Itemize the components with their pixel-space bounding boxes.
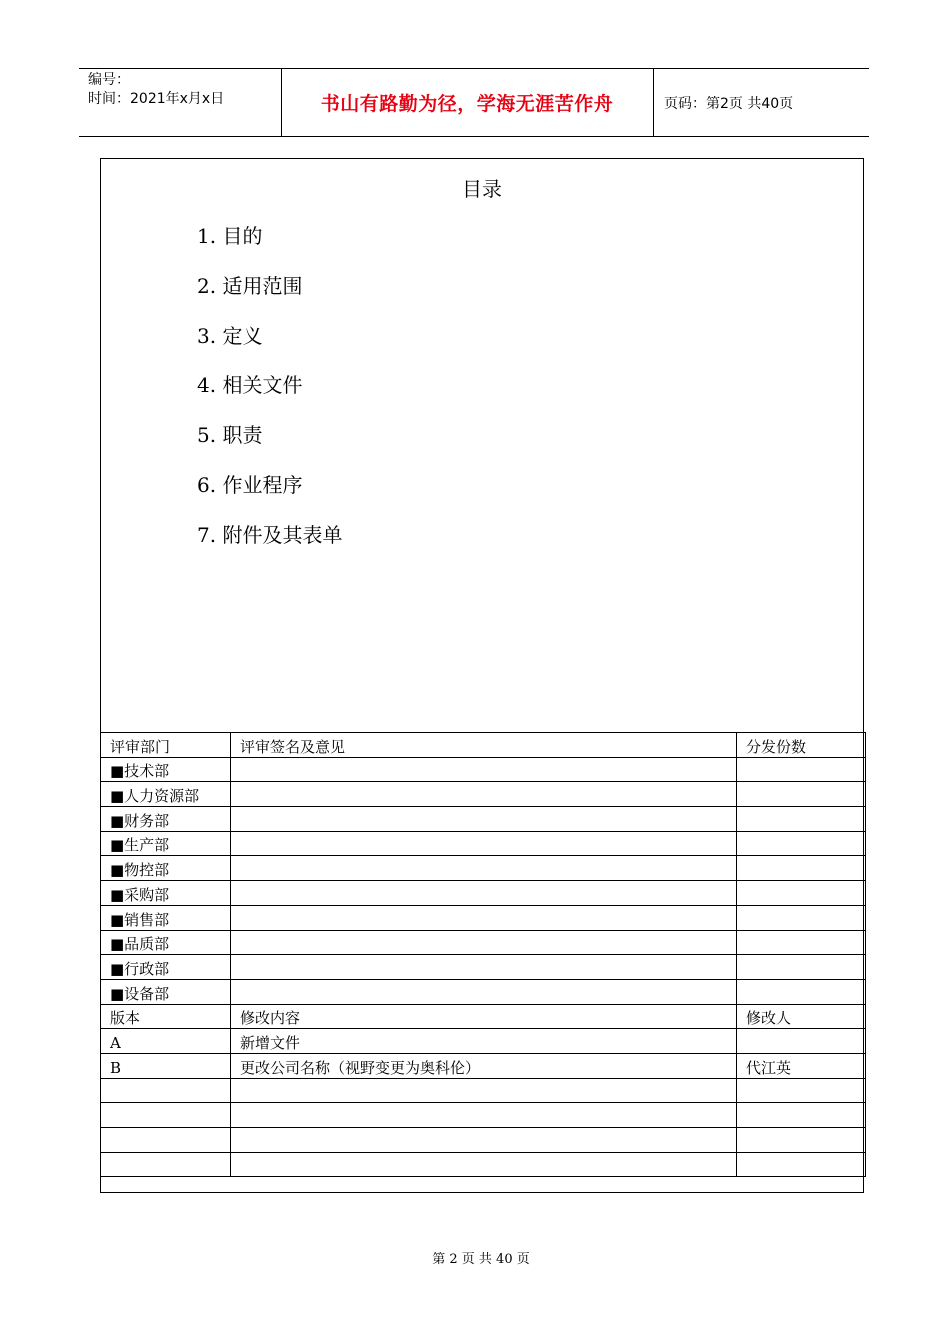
revision-row	[101, 1103, 866, 1128]
table-cell: ■技术部	[101, 757, 231, 782]
header-meta	[88, 71, 224, 109]
header-motto: 书山有路勤为径，学海无涯苦作舟	[320, 93, 614, 115]
review-row	[101, 930, 866, 955]
toc-item: 5. 职责	[197, 423, 263, 448]
review-row	[101, 757, 866, 782]
review-row	[101, 881, 866, 906]
table-cell	[737, 807, 866, 832]
toc-item: 7. 附件及其表单	[197, 522, 343, 547]
table-cell	[231, 1128, 737, 1153]
table-cell	[101, 1152, 231, 1177]
table-cell: 代江英	[737, 1053, 866, 1078]
revision-row	[101, 1152, 866, 1177]
table-cell: 版本	[101, 1004, 231, 1029]
table-cell: ■财务部	[101, 807, 231, 832]
table-cell: ■设备部	[101, 979, 231, 1004]
table-cell: B	[101, 1053, 231, 1078]
toc-item: 3. 定义	[197, 323, 263, 348]
review-row	[101, 831, 866, 856]
table-cell: ■品质部	[101, 930, 231, 955]
review-row	[101, 905, 866, 930]
header-divider	[653, 69, 654, 136]
toc-title: 目录	[462, 177, 502, 201]
table-cell	[231, 782, 737, 807]
table-cell	[737, 856, 866, 881]
document-frame	[100, 158, 864, 1193]
table-cell	[737, 955, 866, 980]
table-cell: 评审签名及意见	[231, 733, 737, 758]
revision-row	[101, 1078, 866, 1103]
table-cell: A	[101, 1029, 231, 1054]
table-cell	[231, 905, 737, 930]
review-table	[100, 732, 866, 1177]
table-cell: ■人力资源部	[101, 782, 231, 807]
toc-item: 6. 作业程序	[197, 473, 303, 497]
table-cell	[737, 831, 866, 856]
page-footer: 第 2 页 共 40 页	[432, 1252, 530, 1267]
table-cell	[101, 1078, 231, 1103]
table-cell	[231, 979, 737, 1004]
table-cell	[737, 979, 866, 1004]
table-cell: 修改人	[737, 1004, 866, 1029]
table-cell: ■采购部	[101, 881, 231, 906]
table-cell	[231, 1152, 737, 1177]
table-cell: 修改内容	[231, 1004, 737, 1029]
table-cell: ■行政部	[101, 955, 231, 980]
table-cell	[737, 1128, 866, 1153]
table-cell	[101, 1128, 231, 1153]
revision-header-row	[101, 1004, 866, 1029]
revision-row	[101, 1053, 866, 1078]
page-header	[79, 68, 869, 137]
table-cell	[231, 1103, 737, 1128]
toc-item: 2. 适用范围	[197, 273, 303, 298]
table-cell	[737, 905, 866, 930]
time-label: 时间：2021年x月x日	[88, 91, 225, 107]
toc-item: 1. 目的	[197, 224, 263, 248]
table-cell: 新增文件	[231, 1029, 737, 1054]
revision-row	[101, 1029, 866, 1054]
table-cell	[231, 930, 737, 955]
table-cell	[737, 881, 866, 906]
review-header-row	[101, 733, 866, 758]
code-label: 编号：	[88, 72, 130, 88]
table-cell	[737, 1152, 866, 1177]
table-cell: 分发份数	[737, 733, 866, 758]
table-cell	[231, 757, 737, 782]
review-row	[101, 807, 866, 832]
table-cell: 评审部门	[101, 733, 231, 758]
review-row	[101, 979, 866, 1004]
table-cell	[101, 1103, 231, 1128]
table-cell	[737, 1029, 866, 1054]
review-row	[101, 856, 866, 881]
table-cell: ■销售部	[101, 905, 231, 930]
table-cell	[737, 757, 866, 782]
header-page-info: 页码：第2页 共40页	[664, 95, 794, 112]
table-cell	[231, 955, 737, 980]
table-cell	[231, 881, 737, 906]
table-cell: 更改公司名称（视野变更为奥科伦）	[231, 1053, 737, 1078]
review-row	[101, 955, 866, 980]
table-cell	[737, 930, 866, 955]
table-cell	[737, 782, 866, 807]
table-cell	[231, 831, 737, 856]
table-cell	[231, 1078, 737, 1103]
table-cell	[737, 1078, 866, 1103]
revision-row	[101, 1128, 866, 1153]
table-cell: ■生产部	[101, 831, 231, 856]
table-cell: ■物控部	[101, 856, 231, 881]
table-cell	[231, 856, 737, 881]
toc-item: 4. 相关文件	[197, 373, 303, 398]
table-cell	[737, 1103, 866, 1128]
review-row	[101, 782, 866, 807]
table-cell	[231, 807, 737, 832]
